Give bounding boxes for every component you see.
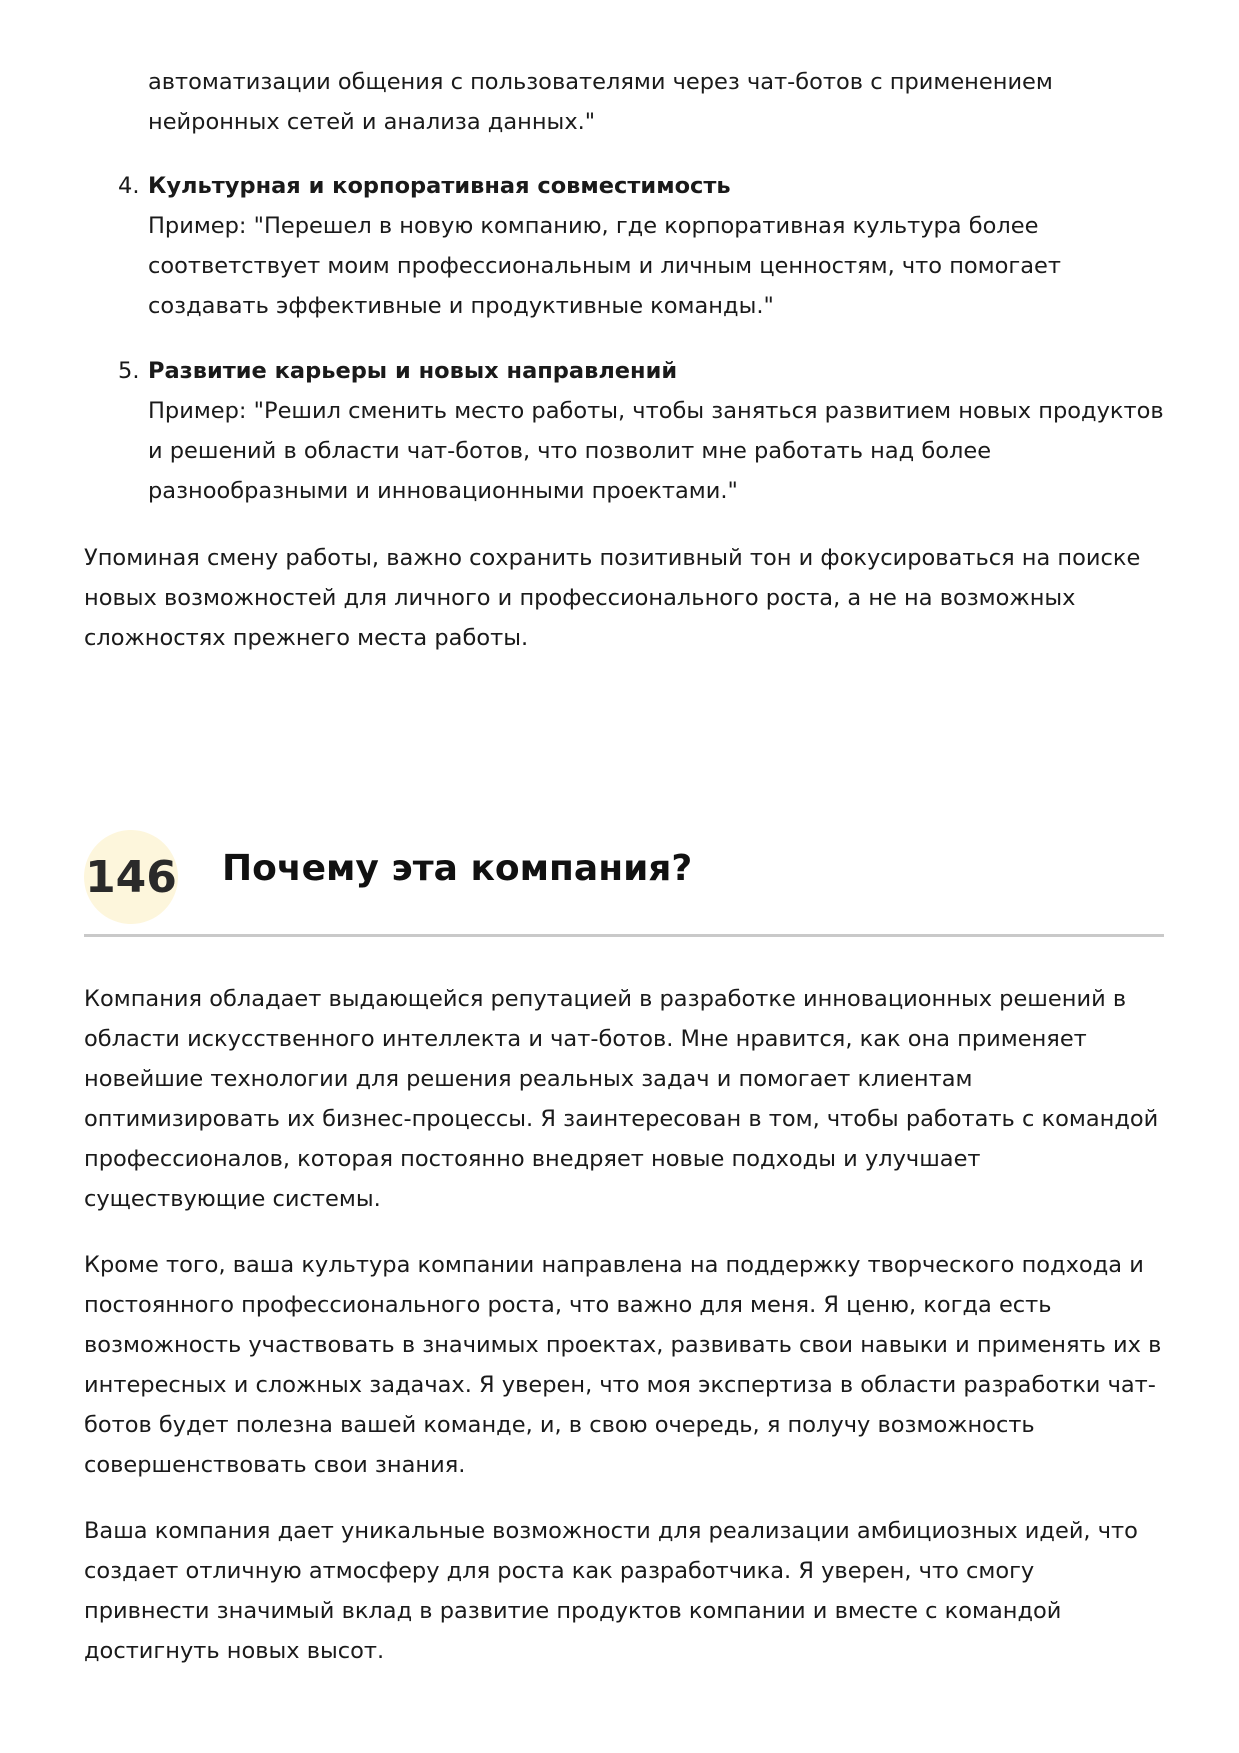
- section-number-badge: 146: [84, 830, 178, 924]
- list-item-number: 4.: [118, 173, 140, 199]
- list-item-title: Культурная и корпоративная совместимость: [148, 173, 731, 199]
- list-item: [84, 166, 1164, 326]
- section-title: Почему эта компания?: [222, 848, 693, 889]
- section-divider: [84, 934, 1164, 937]
- paragraph: Кроме того, ваша культура компании направлена на поддержку творческого подхода и постоянного профессионального роста, что важно для меня. Я ценю, когда есть возможность участвовать в значимых проектах, развивать свои навыки и применять их в интересных и сложных задачах. Я уверен, что моя экспертиза в области разработки чат-ботов будет полезна вашей команде, и, в свою очередь, я получу возможность совершенствовать свои знания.: [84, 1252, 1162, 1478]
- continued-example-text: автоматизации общения с пользователями через чат-ботов с применением нейронных сетей и анализа данных.": [148, 69, 1053, 135]
- closing-note: Упоминая смену работы, важно сохранить позитивный тон и фокусироваться на поиске новых возможностей для личного и профессионального роста, а не на возможных сложностях прежнего места работы.: [84, 545, 1141, 651]
- section-body: [84, 979, 1164, 1697]
- list-item-example: Пример: "Перешел в новую компанию, где корпоративная культура более соответствует моим профессиональным и личным ценностям, что помогает создавать эффективные и продуктивные команды.": [148, 213, 1061, 319]
- paragraph: Ваша компания дает уникальные возможности для реализации амбициозных идей, что создает отличную атмосферу для роста как разработчика. Я уверен, что смогу привнести значимый вклад в развитие продуктов компании и вместе с командой достигнуть новых высот.: [84, 1518, 1138, 1664]
- list-item-example: Пример: "Решил сменить место работы, чтобы заняться развитием новых продуктов и решений в области чат-ботов, что позволит мне работать над более разнообразными и инновационными проектами.": [148, 398, 1164, 504]
- paragraph: Компания обладает выдающейся репутацией в разработке инновационных решений в области искусственного интеллекта и чат-ботов. Мне нравится, как она применяет новейшие технологии для решения реальных задач и помогает клиентам оптимизировать их бизнес-процессы. Я заинтересован в том, чтобы работать с командой профессионалов, которая постоянно внедряет новые подходы и улучшает существующие системы.: [84, 986, 1159, 1212]
- section-header: [84, 830, 1164, 936]
- list-item-title: Развитие карьеры и новых направлений: [148, 358, 678, 384]
- list-item-number: 5.: [118, 358, 140, 384]
- reasons-list: [84, 166, 1164, 536]
- list-item: [84, 351, 1164, 511]
